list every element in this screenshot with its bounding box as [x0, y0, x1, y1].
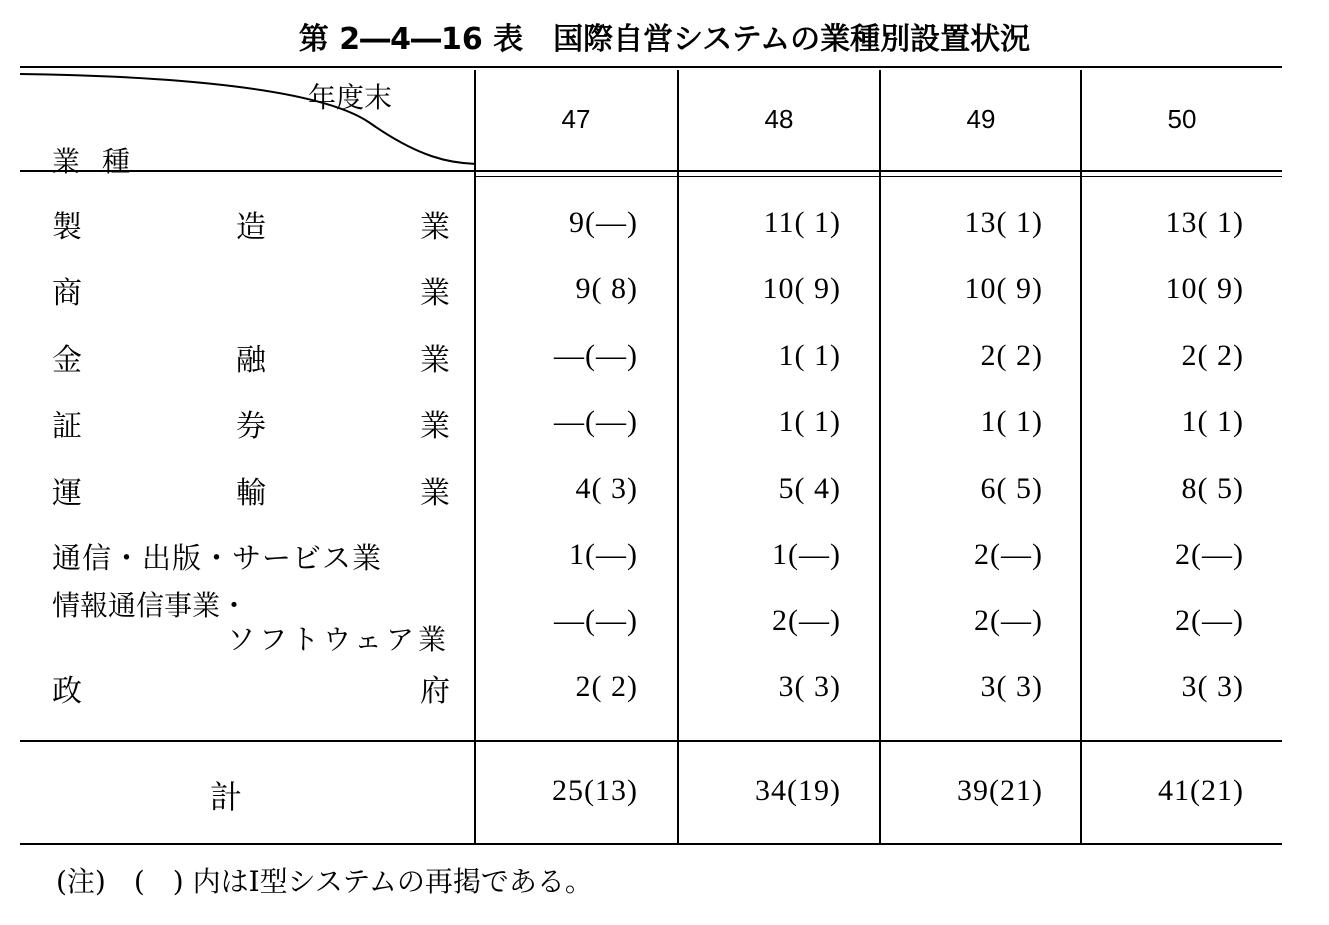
table-title: 第 2―4―16 表 国際自営システムの業種別設置状況 — [298, 22, 1031, 57]
total-cell: 41(21) — [1158, 774, 1244, 807]
table-cell: 2( 2) — [980, 339, 1043, 372]
table-cell: 1( 1) — [980, 405, 1043, 438]
table-cell: 8( 5) — [1181, 472, 1244, 505]
table-cell: 3( 3) — [778, 670, 841, 703]
table-cell: 1( 1) — [778, 405, 841, 438]
row-label-info-software: 情報通信事業・ ソフトウェア業 — [52, 589, 450, 656]
row-label-securities: 証 券 業 — [52, 409, 450, 444]
table-cell: 2(—) — [974, 538, 1043, 571]
table-cell: —(—) — [554, 604, 638, 637]
table-cell: 2(—) — [974, 604, 1043, 637]
table-cell: 9(—) — [569, 206, 638, 239]
table-cell: 10( 9) — [762, 272, 841, 305]
table-cell: 3( 3) — [980, 670, 1043, 703]
table-cell: 2( 2) — [575, 670, 638, 703]
row-label-commerce: 商 業 — [52, 276, 450, 311]
table-cell: 5( 4) — [778, 472, 841, 505]
table-cell: —(—) — [554, 405, 638, 438]
column-header-50: 50 — [1167, 104, 1197, 134]
table-cell: 2(—) — [1175, 538, 1244, 571]
total-label: 計 — [210, 778, 243, 816]
table-cell: 10( 9) — [964, 272, 1043, 305]
table-cell: 4( 3) — [575, 472, 638, 505]
header-kind-label: 業種 — [52, 145, 153, 178]
header-year-label: 年度末 — [308, 81, 393, 114]
bottom-rule — [20, 843, 1282, 845]
table-cell: 1(—) — [772, 538, 841, 571]
col-divider-2 — [677, 70, 679, 843]
table-cell: 2(—) — [772, 604, 841, 637]
table-cell: 1( 1) — [778, 339, 841, 372]
column-header-48: 48 — [764, 104, 794, 134]
total-cell: 39(21) — [957, 774, 1043, 807]
column-header-47: 47 — [561, 104, 591, 134]
header-rule — [20, 170, 1282, 172]
table-cell: 1(—) — [569, 538, 638, 571]
table-cell: 11( 1) — [763, 206, 841, 239]
table-cell: 3( 3) — [1181, 670, 1244, 703]
footnote: (注) ( ) 内はⅠ型システムの再掲である。 — [56, 865, 593, 898]
row-label-government: 政 府 — [52, 674, 450, 709]
col-divider-3 — [879, 70, 881, 843]
table-cell: 2( 2) — [1181, 339, 1244, 372]
table-cell: 2(—) — [1175, 604, 1244, 637]
table-cell: 9( 8) — [575, 272, 638, 305]
table-cell: 6( 5) — [980, 472, 1043, 505]
row-label-communications-services: 通信・出版・サービス業 — [52, 540, 383, 575]
table-cell: 1( 1) — [1181, 405, 1244, 438]
total-rule — [20, 740, 1282, 742]
table-cell: 13( 1) — [964, 206, 1043, 239]
table-cell: —(—) — [554, 339, 638, 372]
row-label-finance: 金 融 業 — [52, 343, 450, 378]
row-label-transport: 運 輸 業 — [52, 476, 450, 511]
table-cell: 10( 9) — [1165, 272, 1244, 305]
total-cell: 34(19) — [755, 774, 841, 807]
col-divider-4 — [1080, 70, 1082, 843]
column-header-49: 49 — [966, 104, 996, 134]
row-label-manufacturing: 製 造 業 — [52, 210, 450, 245]
total-cell: 25(13) — [552, 774, 638, 807]
table-cell: 13( 1) — [1165, 206, 1244, 239]
col-divider-1 — [474, 70, 476, 843]
